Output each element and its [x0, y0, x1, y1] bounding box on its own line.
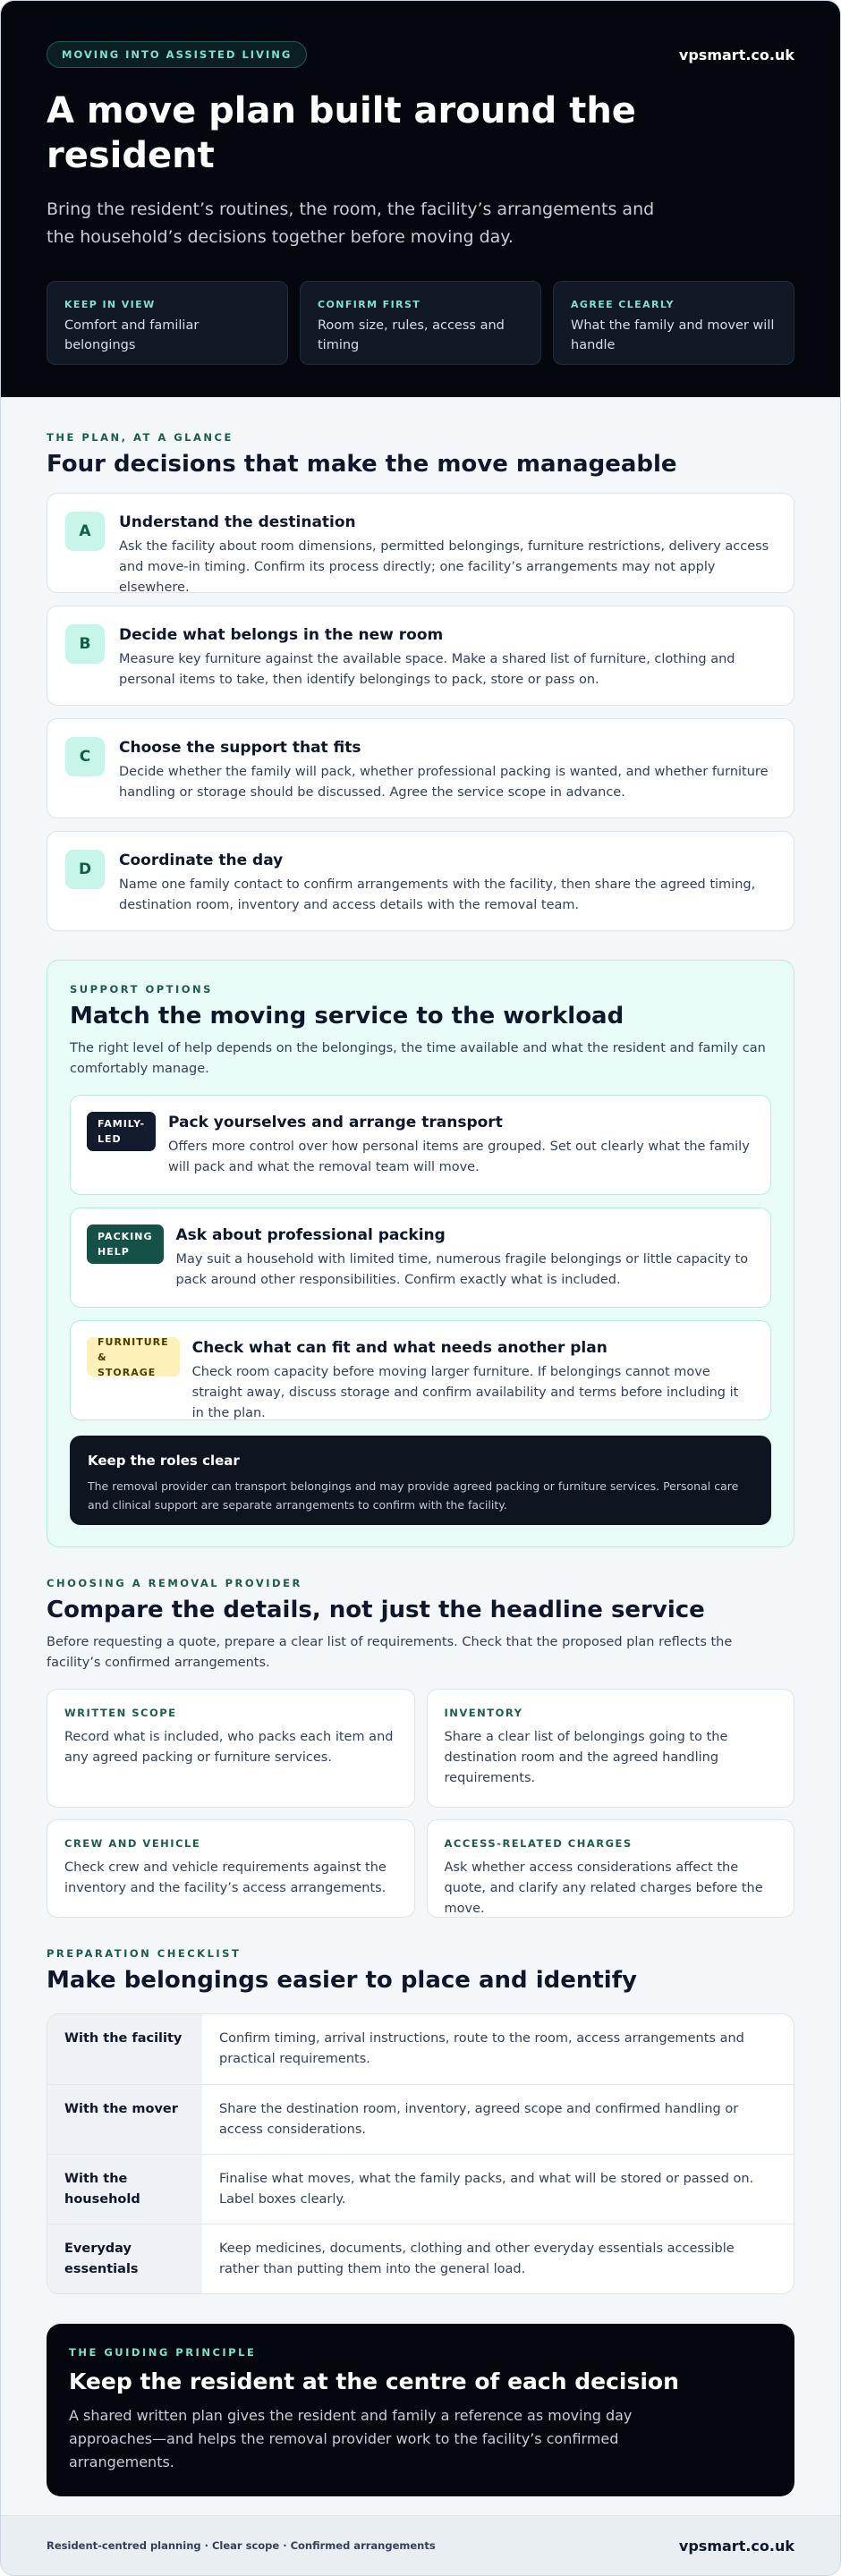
section-eyebrow: THE PLAN, AT A GLANCE — [47, 431, 234, 444]
principle-title: Keep the resident at the centre of each decision — [69, 2368, 679, 2394]
compare-card-text: Check crew and vehicle requirements against the inventory and the facility’s access arrangements. — [64, 1860, 387, 1895]
plan-item — [47, 831, 794, 931]
page-title: A move plan built around the resident — [47, 90, 636, 176]
hero-card-keep-in-view — [47, 281, 288, 365]
option-body — [191, 1337, 754, 1420]
step-letter-badge: D — [65, 850, 105, 889]
footer-tagline: Resident-centred planning · Clear scope · Confirmed arrangements — [47, 2539, 436, 2552]
option-text: Offers more control over how personal items are grouped. Set out clearly what the family will pack and what the removal team will move. — [168, 1140, 750, 1174]
compare-card-label: CREW AND VEHICLE — [64, 1837, 201, 1850]
section-eyebrow: PREPARATION CHECKLIST — [47, 1947, 242, 1960]
support-option-packing-help — [70, 1208, 771, 1308]
section-eyebrow: SUPPORT OPTIONS — [70, 983, 213, 996]
section-intro: Before requesting a quote, prepare a clear list of requirements. Check that the proposed plan reflects the facility’s confirmed arrangements. — [47, 1635, 733, 1670]
hero-lead: Bring the resident’s routines, the room, the facility’s arrangements and the household’s decisions together before moving day. — [47, 199, 655, 247]
support-option-list — [70, 1095, 771, 1420]
compare-card-label: INVENTORY — [444, 1707, 523, 1719]
option-tag-line: HELP — [98, 1246, 130, 1258]
step-letter-badge: C — [65, 737, 105, 776]
plan-item-title: Coordinate the day — [119, 852, 284, 869]
option-title: Check what can fit and what needs another plan — [191, 1339, 607, 1357]
compare-card-access-charges — [427, 1819, 795, 1918]
compare-card-crew-vehicle — [47, 1819, 415, 1918]
support-options-section — [47, 960, 794, 1547]
table-row — [47, 2224, 794, 2293]
footer — [1, 2515, 840, 2575]
hero-card-label: AGREE CLEARLY — [571, 299, 675, 310]
step-letter-badge: B — [65, 624, 105, 664]
option-tag-furniture-storage — [87, 1337, 180, 1377]
row-text: Keep medicines, documents, clothing and other everyday essentials accessible rather than putting them into the general load. — [219, 2241, 735, 2276]
roles-callout — [70, 1436, 771, 1525]
option-title: Pack yourselves and arrange transport — [168, 1114, 503, 1131]
option-tag-line: LED — [98, 1133, 122, 1145]
compare-card-text: Record what is included, who packs each item and any agreed packing or furniture services. — [64, 1730, 394, 1765]
plan-item-title: Understand the destination — [119, 513, 356, 531]
row-label: With the mover — [47, 2085, 202, 2154]
compare-card-label: WRITTEN SCOPE — [64, 1707, 177, 1719]
section-title: Make belongings easier to place and identify — [47, 1967, 637, 1994]
compare-grid — [47, 1689, 794, 1918]
plan-item — [47, 606, 794, 706]
option-tag-line: & STORAGE — [98, 1351, 157, 1378]
table-row — [47, 2084, 794, 2154]
roles-title: Keep the roles clear — [88, 1453, 240, 1469]
option-text: May suit a household with limited time, numerous fragile belongings or little capacity to pack around other responsibilities. Confirm exactly what is included. — [175, 1252, 749, 1287]
section-eyebrow: CHOOSING A REMOVAL PROVIDER — [47, 1577, 302, 1589]
checklist-table — [47, 2013, 794, 2294]
hero-card-label: KEEP IN VIEW — [64, 299, 156, 310]
plan-item — [47, 493, 794, 593]
plan-item-text: Measure key furniture against the available space. Make a shared list of furniture, clothing and personal items to take, then identify belongings to pack, store or pass on. — [119, 652, 735, 687]
plan-item-text: Decide whether the family will pack, whether professional packing is wanted, and whether furniture handling or storage should be discussed. Agree the service scope in advance. — [119, 765, 769, 800]
row-text: Confirm timing, arrival instructions, route to the room, access arrangements and practical requirements. — [219, 2031, 744, 2066]
hero-cards — [47, 281, 794, 365]
support-option-furniture-storage — [70, 1320, 771, 1420]
support-option-family-led — [70, 1095, 771, 1195]
compare-card-text: Share a clear list of belongings going to the destination room and the agreed handling requirements. — [444, 1730, 728, 1785]
row-text: Finalise what moves, what the family packs, and what will be stored or passed on. Label boxes clearly. — [219, 2172, 754, 2207]
option-tag-family-led — [87, 1112, 156, 1151]
plan-item-text: Ask the facility about room dimensions, permitted belongings, furniture restrictions, delivery access and move-in timing. Confirm its process directly; one facility’s arrangements may not apply elsewhere. — [119, 539, 769, 595]
roles-text: The removal provider can transport belongings and may provide agreed packing or furniture services. Personal care and clinical support are separate arrangements to confirm with the facility. — [88, 1479, 739, 1512]
plan-item — [47, 718, 794, 818]
brand-link[interactable]: vpsmart.co.uk — [678, 46, 794, 64]
option-tag-packing-help — [87, 1224, 164, 1264]
checklist-section — [1, 1918, 840, 2294]
plan-item-title: Choose the support that fits — [119, 739, 361, 757]
hero-card-text: Room size, rules, access and timing — [318, 318, 505, 352]
plan-item-title: Decide what belongs in the new room — [119, 626, 444, 644]
table-row — [47, 2014, 794, 2084]
option-text: Check room capacity before moving larger furniture. If belongings cannot move straight away, discuss storage and confirm availability and terms before including it in the plan. — [191, 1365, 739, 1420]
table-row — [47, 2154, 794, 2224]
footer-brand-link[interactable]: vpsmart.co.uk — [678, 2537, 794, 2555]
plan-section — [1, 397, 840, 931]
option-body — [168, 1112, 754, 1178]
row-label: With the facility — [47, 2014, 202, 2084]
option-tag-line: FURNITURE — [98, 1335, 169, 1348]
hero-card-label: CONFIRM FIRST — [318, 299, 421, 310]
section-title: Compare the details, not just the headline service — [47, 1597, 705, 1623]
compare-card-label: ACCESS-RELATED CHARGES — [444, 1837, 633, 1850]
plan-item-body — [119, 737, 776, 800]
compare-card-text: Ask whether access considerations affect the quote, and clarify any related charges before the move. — [444, 1860, 763, 1916]
category-pill: MOVING INTO ASSISTED LIVING — [47, 41, 307, 68]
row-label: Everyday essentials — [47, 2224, 202, 2293]
hero-section — [1, 1, 840, 397]
plan-list — [47, 493, 794, 931]
option-tag-line: FAMILY- — [98, 1118, 146, 1130]
hero-card-text: What the family and mover will handle — [571, 318, 775, 352]
step-letter-badge: A — [65, 512, 105, 551]
row-text: Share the destination room, inventory, agreed scope and confirmed handling or access considerations. — [219, 2102, 739, 2137]
plan-item-body — [119, 624, 776, 687]
compare-card-inventory — [427, 1689, 795, 1808]
compare-section — [1, 1547, 840, 1918]
option-title: Ask about professional packing — [175, 1226, 446, 1244]
guiding-principle-callout — [47, 2324, 794, 2496]
compare-card-written-scope — [47, 1689, 415, 1808]
hero-card-confirm-first — [300, 281, 541, 365]
section-title: Match the moving service to the workload — [70, 1003, 624, 1030]
hero-top-bar — [47, 41, 794, 68]
plan-item-text: Name one family contact to confirm arrangements with the facility, then share the agreed timing, destination room, inventory and access details with the removal team. — [119, 877, 756, 912]
hero-card-text: Comfort and familiar belongings — [64, 318, 200, 352]
hero-card-agree-clearly — [553, 281, 794, 365]
section-title: Four decisions that make the move manageable — [47, 451, 677, 478]
section-eyebrow: THE GUIDING PRINCIPLE — [69, 2346, 257, 2359]
option-tag-line: PACKING — [98, 1231, 153, 1242]
principle-text: A shared written plan gives the resident and family a reference as moving day approaches—and helps the removal provider work to the facility’s confirmed arrangements. — [69, 2407, 633, 2470]
section-intro: The right level of help depends on the belongings, the time available and what the resident and family can comfortably manage. — [70, 1041, 766, 1076]
row-label: With the household — [47, 2155, 202, 2224]
plan-item-body — [119, 512, 776, 595]
option-body — [176, 1224, 755, 1291]
plan-item-body — [119, 850, 776, 912]
